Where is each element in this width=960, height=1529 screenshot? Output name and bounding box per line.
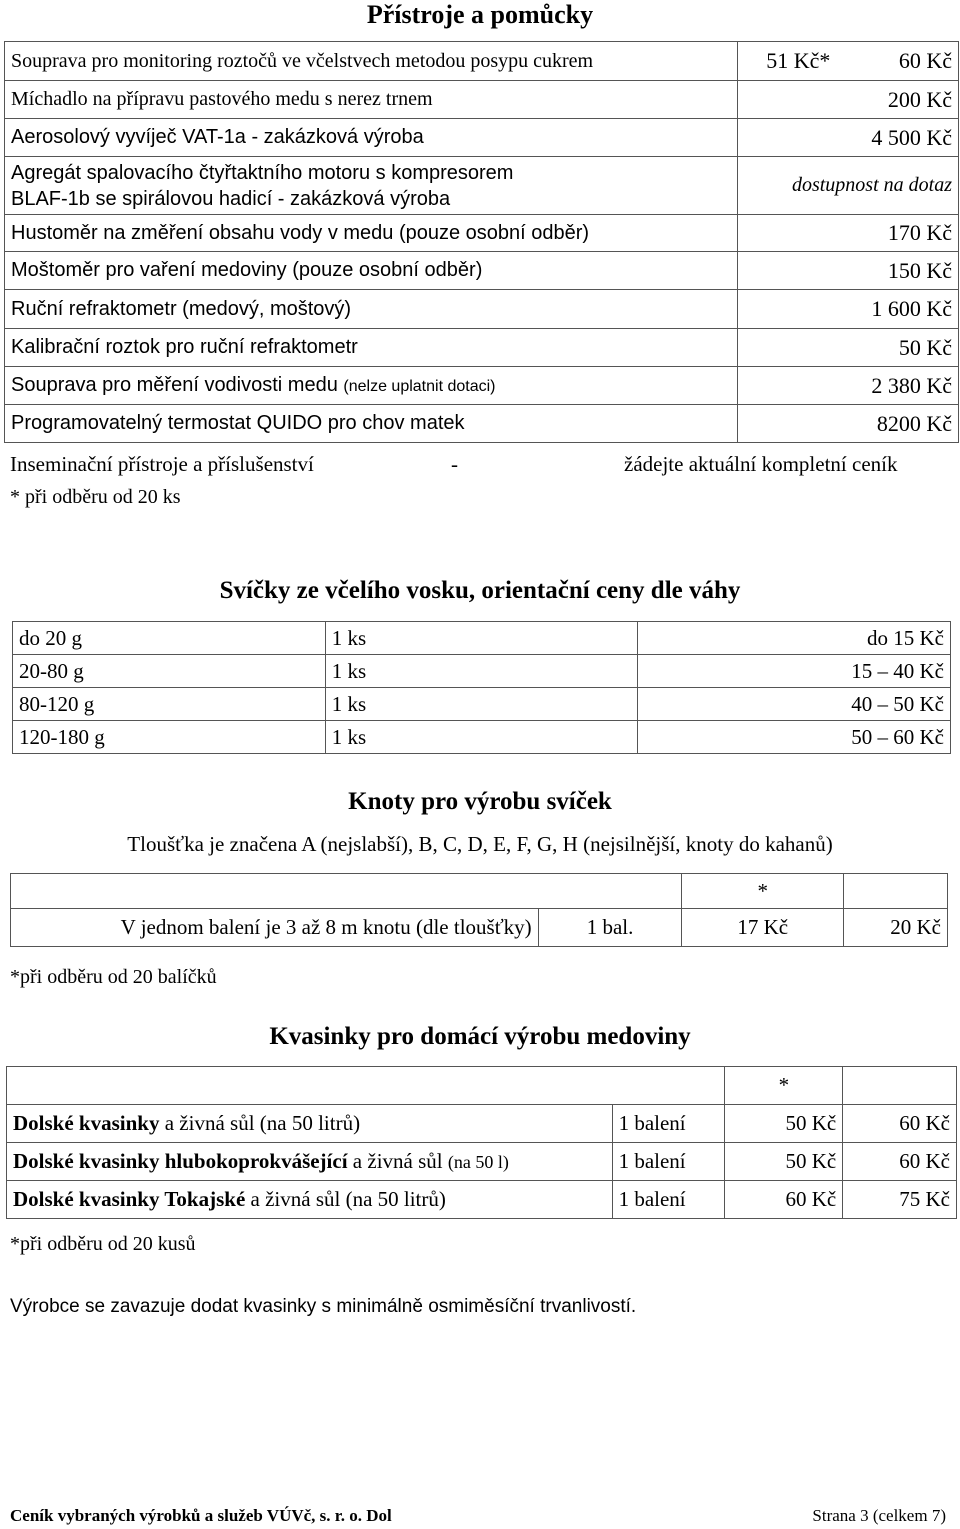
price: 20 Kč	[844, 909, 948, 947]
bulk-marker: *	[725, 1067, 843, 1105]
weight-cell: do 20 g	[13, 622, 326, 655]
table-row	[7, 1143, 957, 1181]
wick-thickness-note: Tloušťka je značena A (nejslabší), B, C, D, E, F, G, H (nejsilnější, knoty do kahanů)	[127, 832, 833, 856]
price-bulk: 60 Kč	[725, 1181, 843, 1219]
footnote-wicks: *při odběru od 20 balíčků	[10, 966, 217, 988]
section-title-wicks: Knoty pro výrobu svíček	[348, 788, 612, 815]
product-name: Hustoměr na změření obsahu vody v medu (pouze osobní odběr)	[5, 215, 738, 252]
yeast-desc: a živná sůl (na 50 litrů)	[245, 1187, 446, 1211]
product-name: Moštoměr pro vaření medoviny (pouze osobní odběr)	[5, 252, 738, 290]
price: 8200 Kč	[738, 405, 959, 443]
price-cell: 50 – 60 Kč	[638, 721, 951, 754]
unit-cell: 1 balení	[612, 1143, 725, 1181]
price: 60 Kč	[898, 48, 952, 73]
product-name-line: Agregát spalovacího čtyřtaktního motoru s kompresorem	[11, 161, 514, 184]
table-row	[5, 42, 959, 81]
price-bulk: 17 Kč	[682, 909, 844, 947]
footer-page-number: Strana 3 (celkem 7)	[812, 1506, 946, 1525]
table-row	[5, 252, 959, 290]
price: 2 380 Kč	[738, 367, 959, 405]
yeast-brand: Dolské kvasinky	[13, 1111, 160, 1135]
table-row	[13, 622, 951, 655]
price-bulk: 50 Kč	[725, 1105, 843, 1143]
footnote-yeast: *při odběru od 20 kusů	[10, 1233, 196, 1255]
price-bulk: 51 Kč*	[766, 48, 831, 73]
shelf-life-note: Výrobce se zavazuje dodat kvasinky s minimálně osmiměsíční trvanlivostí.	[10, 1296, 637, 1317]
yeast-brand: Dolské kvasinky Tokajské	[13, 1187, 246, 1211]
section-title-instruments: Přístroje a pomůcky	[366, 0, 594, 29]
product-name: Míchadlo na přípravu pastového medu s nerez trnem	[5, 81, 738, 119]
table-row	[7, 1181, 957, 1219]
yeast-desc: a živná sůl (na 50 litrů)	[159, 1111, 361, 1135]
product-name: Kalibrační roztok pro ruční refraktometr	[5, 329, 738, 367]
empty-cell	[7, 1067, 725, 1105]
product-name-note: (nelze uplatnit dotaci)	[343, 378, 496, 395]
price: 75 Kč	[843, 1181, 957, 1219]
wick-description: V jednom balení je 3 až 8 m knotu (dle tloušťky)	[11, 909, 539, 947]
table-row	[13, 655, 951, 688]
table-row	[5, 329, 959, 367]
table-row	[5, 367, 959, 405]
wicks-table	[10, 873, 948, 947]
table-row	[5, 119, 959, 157]
price-cell: 15 – 40 Kč	[638, 655, 951, 688]
insemination-label: Inseminační přístroje a příslušenství	[10, 452, 314, 476]
product-name	[5, 157, 738, 215]
yeast-desc: a živná sůl	[347, 1149, 448, 1173]
footnote-bulk: * při odběru od 20 ks	[10, 486, 181, 508]
empty-cell	[843, 1067, 957, 1105]
table-row	[13, 688, 951, 721]
candles-table	[12, 621, 951, 754]
table-row	[13, 721, 951, 754]
product-name: Aerosolový vyvíječ VAT-1a - zakázková výroba	[5, 119, 738, 157]
weight-cell: 20-80 g	[13, 655, 326, 688]
price: 4 500 Kč	[738, 119, 959, 157]
price: 60 Kč	[843, 1105, 957, 1143]
yeast-name	[7, 1143, 613, 1181]
insemination-row	[10, 450, 950, 478]
price: 170 Kč	[738, 215, 959, 252]
yeast-name	[7, 1181, 613, 1219]
yeast-volume: (na 50 l)	[447, 1152, 509, 1172]
quantity-cell: 1 ks	[325, 622, 638, 655]
table-row	[5, 215, 959, 252]
price: 60 Kč	[843, 1143, 957, 1181]
table-row	[7, 1105, 957, 1143]
insemination-note: žádejte aktuální kompletní ceník	[624, 452, 898, 476]
empty-cell	[844, 874, 948, 909]
table-row	[5, 290, 959, 329]
weight-cell: 80-120 g	[13, 688, 326, 721]
table-row	[11, 909, 948, 947]
unit-cell: 1 balení	[612, 1105, 725, 1143]
unit-cell: 1 bal.	[538, 909, 682, 947]
yeast-name	[7, 1105, 613, 1143]
table-row	[5, 157, 959, 215]
price-cell: do 15 Kč	[638, 622, 951, 655]
product-name	[5, 367, 738, 405]
table-row	[5, 81, 959, 119]
quantity-cell: 1 ks	[325, 721, 638, 754]
quantity-cell: 1 ks	[325, 655, 638, 688]
weight-cell: 120-180 g	[13, 721, 326, 754]
quantity-cell: 1 ks	[325, 688, 638, 721]
bulk-marker: *	[682, 874, 844, 909]
insemination-dash: -	[451, 452, 458, 476]
price: 150 Kč	[738, 252, 959, 290]
section-title-candles: Svíčky ze včelího vosku, orientační ceny dle váhy	[219, 577, 741, 604]
yeast-brand: Dolské kvasinky hlubokoprokvášející	[13, 1149, 348, 1173]
price-cell	[738, 42, 959, 81]
table-row	[7, 1067, 957, 1105]
price: 1 600 Kč	[738, 290, 959, 329]
table-row	[11, 874, 948, 909]
yeast-table	[6, 1066, 957, 1219]
footer-left: Ceník vybraných výrobků a služeb VÚVč, s. r. o. Dol	[10, 1506, 392, 1525]
price: 50 Kč	[738, 329, 959, 367]
product-name: Programovatelný termostat QUIDO pro chov matek	[5, 405, 738, 443]
unit-cell: 1 balení	[612, 1181, 725, 1219]
product-name-line: BLAF-1b se spirálovou hadicí - zakázková výroba	[11, 187, 451, 210]
product-name: Ruční refraktometr (medový, moštový)	[5, 290, 738, 329]
price: 200 Kč	[738, 81, 959, 119]
availability-note: dostupnost na dotaz	[738, 157, 959, 215]
price-bulk: 50 Kč	[725, 1143, 843, 1181]
empty-cell	[11, 874, 682, 909]
instruments-table	[4, 41, 959, 443]
section-title-yeast: Kvasinky pro domácí výrobu medoviny	[269, 1023, 691, 1050]
table-row	[5, 405, 959, 443]
product-name: Souprava pro monitoring roztočů ve včelstvech metodou posypu cukrem	[5, 42, 738, 81]
price-cell: 40 – 50 Kč	[638, 688, 951, 721]
product-name-text: Souprava pro měření vodivosti medu	[11, 374, 338, 396]
